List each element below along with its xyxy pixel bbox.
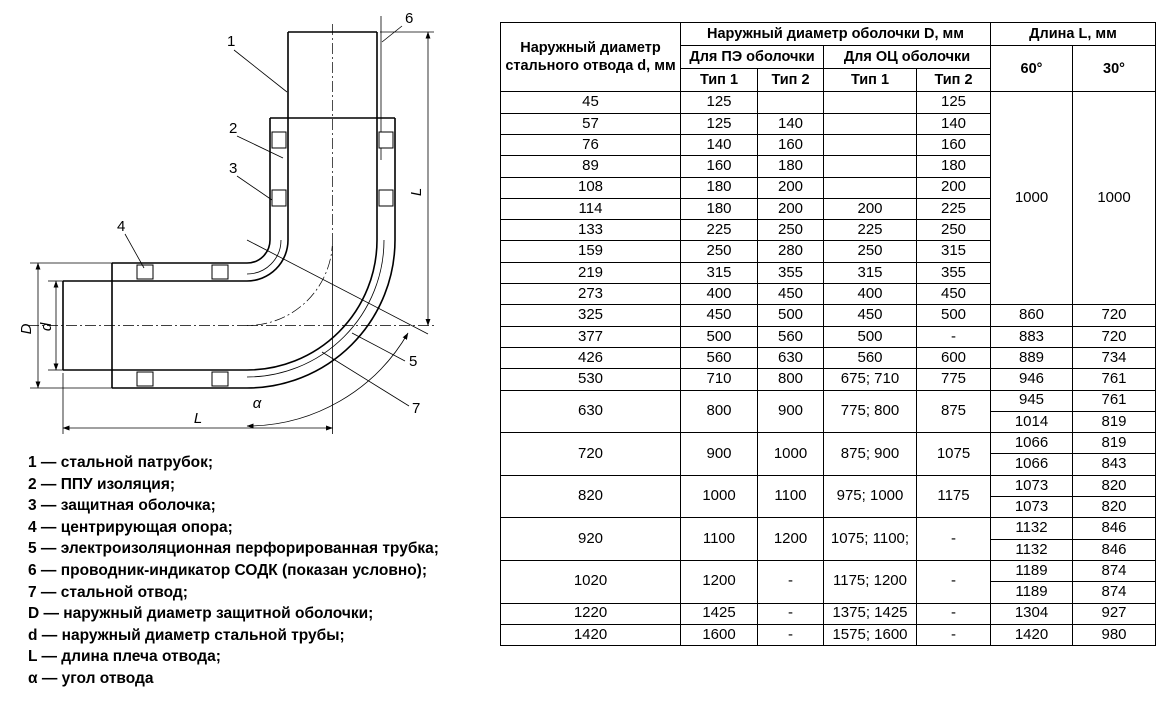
table-header [501,23,1156,92]
table-cell: 775; 800 [824,390,917,433]
table-cell: 530 [501,369,681,390]
table-cell: 630 [501,390,681,433]
table-cell: 315 [681,262,758,283]
header-60deg: 60° [991,46,1073,92]
table-cell: 1000 [758,433,824,476]
table-cell: 1175 [917,475,991,518]
centering-supports [137,132,393,386]
table-row [501,475,1156,496]
table-cell: 600 [917,347,991,368]
table-row [501,369,1156,390]
table-cell: 820 [501,475,681,518]
header-oc-type2: Тип 2 [917,69,991,92]
legend-item: L — длина плеча отвода; [28,648,221,666]
table-cell: 315 [917,241,991,262]
table-cell [824,134,917,155]
table-cell: 200 [758,198,824,219]
table-cell: 1132 [991,518,1073,539]
table-cell: 114 [501,198,681,219]
table-row [501,92,1156,113]
table-cell [824,156,917,177]
dim-d-label: d [38,322,55,332]
table-cell: 734 [1073,347,1156,368]
table-cell: 180 [681,198,758,219]
dimension-L-vertical [380,32,434,326]
legend-item: d — наружный диаметр стальной трубы; [28,626,345,644]
table-cell: - [917,518,991,561]
table-cell: 377 [501,326,681,347]
table-cell: 250 [758,220,824,241]
table-cell: 761 [1073,390,1156,411]
callout-2: 2 [229,120,238,137]
table-cell: 819 [1073,411,1156,432]
table-cell: 560 [758,326,824,347]
header-shell-group: Наружный диаметр оболочки D, мм [681,23,991,46]
table-cell: 800 [681,390,758,433]
header-length-group: Длина L, мм [991,23,1156,46]
table-cell: 980 [1073,624,1156,645]
dim-L-vertical-label: L [408,187,425,197]
table-cell: 889 [991,347,1073,368]
table-cell: 160 [681,156,758,177]
table-cell: 920 [501,518,681,561]
table-row [501,347,1156,368]
header-oc-type1: Тип 1 [824,69,917,92]
table-cell: 975; 1000 [824,475,917,518]
dim-D-label: D [18,323,35,335]
elbow-technical-drawing [0,0,500,450]
header-d-column: Наружный диаметр стального отвода d, мм [501,23,681,92]
table-cell: - [917,326,991,347]
callout-6: 6 [405,10,414,27]
table-cell: 900 [681,433,758,476]
table-row [501,624,1156,645]
table-cell: 843 [1073,454,1156,475]
table-cell: 946 [991,369,1073,390]
table-cell: 560 [681,347,758,368]
table-cell: 1073 [991,475,1073,496]
table-cell: 450 [758,284,824,305]
table-cell: 250 [681,241,758,262]
dimension-L-horizontal [63,246,333,434]
table-cell: 927 [1073,603,1156,624]
table-cell: 140 [681,134,758,155]
callout-leaders [125,26,409,406]
table-cell: 874 [1073,560,1156,581]
table-cell: 159 [501,241,681,262]
bend-arcs [247,240,395,388]
legend-item: 5 — электроизоляционная перфорированная трубка; [28,540,439,558]
table-cell: 1066 [991,433,1073,454]
callout-5: 5 [409,353,418,370]
table-cell: 1075; 1100; [824,518,917,561]
table-cell: 225 [824,220,917,241]
callout-4: 4 [117,218,126,235]
table-cell: 860 [991,305,1073,326]
table-cell: - [917,624,991,645]
legend [28,452,498,690]
callout-7: 7 [412,400,421,417]
table-row [501,433,1156,454]
dimensions-table-panel [500,22,1156,646]
table-cell: 450 [681,305,758,326]
legend-item: 2 — ППУ изоляция; [28,475,176,493]
header-30deg: 30° [1073,46,1156,92]
dim-L-horizontal-label: L [193,410,203,427]
table-cell: 1132 [991,539,1073,560]
legend-item: α — угол отвода [28,669,154,687]
table-cell: 1100 [681,518,758,561]
table-row [501,326,1156,347]
table-cell: 1073 [991,497,1073,518]
table-cell: 874 [1073,582,1156,603]
table-cell: 1189 [991,560,1073,581]
table-cell: 500 [824,326,917,347]
table-cell: 1375; 1425 [824,603,917,624]
table-cell: 1200 [758,518,824,561]
table-cell: 500 [681,326,758,347]
table-cell: 426 [501,347,681,368]
callout-1: 1 [227,33,236,50]
table-cell: 846 [1073,518,1156,539]
table-cell: 125 [917,92,991,113]
table-cell: 280 [758,241,824,262]
table-cell: 140 [917,113,991,134]
table-cell: 1420 [501,624,681,645]
legend-item: 3 — защитная оболочка; [28,497,216,515]
table-cell: 1420 [991,624,1073,645]
table-cell: 1014 [991,411,1073,432]
table-cell: 1100 [758,475,824,518]
header-pe-type2: Тип 2 [758,69,824,92]
table-cell: 500 [917,305,991,326]
table-cell: 720 [1073,305,1156,326]
table-cell: 720 [501,433,681,476]
table-cell: 76 [501,134,681,155]
table-cell: 1075 [917,433,991,476]
table-cell: 800 [758,369,824,390]
table-cell: 1304 [991,603,1073,624]
table-cell: 450 [917,284,991,305]
table-cell: - [758,603,824,624]
table-cell: 45 [501,92,681,113]
table-cell: 125 [681,92,758,113]
table-row [501,390,1156,411]
header-oc-group: Для ОЦ оболочки [824,46,991,69]
table-cell: 1189 [991,582,1073,603]
table-row [501,603,1156,624]
table-cell: 1220 [501,603,681,624]
table-cell: 89 [501,156,681,177]
table-cell: 1066 [991,454,1073,475]
table-cell: 180 [917,156,991,177]
table-cell: 250 [824,241,917,262]
table-row [501,518,1156,539]
table-cell: 560 [824,347,917,368]
table-cell: 820 [1073,497,1156,518]
table-cell: 1000 [681,475,758,518]
table-cell: 630 [758,347,824,368]
table-cell: 450 [824,305,917,326]
table-cell: 1575; 1600 [824,624,917,645]
table-cell: 219 [501,262,681,283]
table-cell: 400 [681,284,758,305]
legend-item: D — наружный диаметр защитной оболочки; [28,605,374,623]
table-cell: 200 [758,177,824,198]
table-cell: 200 [917,177,991,198]
table-cell: 1425 [681,603,758,624]
legend-item: 4 — центрирующая опора; [28,518,233,536]
table-cell: 1200 [681,560,758,603]
table-cell: 315 [824,262,917,283]
table-cell: - [917,603,991,624]
table-cell: 1000 [1073,92,1156,305]
table-cell: 225 [681,220,758,241]
legend-item: 1 — стальной патрубок; [28,454,214,471]
table-cell: 400 [824,284,917,305]
header-pe-type1: Тип 1 [681,69,758,92]
table-cell: 325 [501,305,681,326]
table-cell: 125 [681,113,758,134]
table-cell: 675; 710 [824,369,917,390]
dimensions-table [500,22,1156,646]
table-cell: 945 [991,390,1073,411]
table-cell: 761 [1073,369,1156,390]
table-cell: 133 [501,220,681,241]
elbow-drawing-panel [0,0,500,450]
table-cell: 875 [917,390,991,433]
perforated-tube-arcs [247,240,384,377]
table-cell [758,92,824,113]
table-cell: 819 [1073,433,1156,454]
table-cell: 1600 [681,624,758,645]
table-cell: 160 [758,134,824,155]
table-cell: 1020 [501,560,681,603]
table-row [501,560,1156,581]
table-cell: 180 [758,156,824,177]
callout-3: 3 [229,160,238,177]
table-cell: 720 [1073,326,1156,347]
table-cell: 180 [681,177,758,198]
table-cell: 273 [501,284,681,305]
table-cell: - [917,560,991,603]
table-cell: 1175; 1200 [824,560,917,603]
table-cell: 57 [501,113,681,134]
table-cell: 108 [501,177,681,198]
table-cell: 875; 900 [824,433,917,476]
table-cell: 846 [1073,539,1156,560]
dim-alpha-label: α [252,395,262,412]
table-cell [824,113,917,134]
table-cell: 140 [758,113,824,134]
table-cell [824,177,917,198]
table-cell: 355 [917,262,991,283]
legend-item: 7 — стальной отвод; [28,583,188,601]
header-pe-group: Для ПЭ оболочки [681,46,824,69]
table-cell: 200 [824,198,917,219]
table-row [501,305,1156,326]
table-cell: 225 [917,198,991,219]
table-cell: 500 [758,305,824,326]
table-cell: 900 [758,390,824,433]
table-cell: 710 [681,369,758,390]
table-body [501,92,1156,646]
legend-item: 6 — проводник-индикатор СОДК (показан условно); [28,561,427,579]
table-cell [824,92,917,113]
table-cell: - [758,624,824,645]
table-cell: 250 [917,220,991,241]
table-cell: 883 [991,326,1073,347]
table-cell: - [758,560,824,603]
table-cell: 355 [758,262,824,283]
table-cell: 820 [1073,475,1156,496]
table-cell: 775 [917,369,991,390]
table-cell: 160 [917,134,991,155]
table-cell: 1000 [991,92,1073,305]
